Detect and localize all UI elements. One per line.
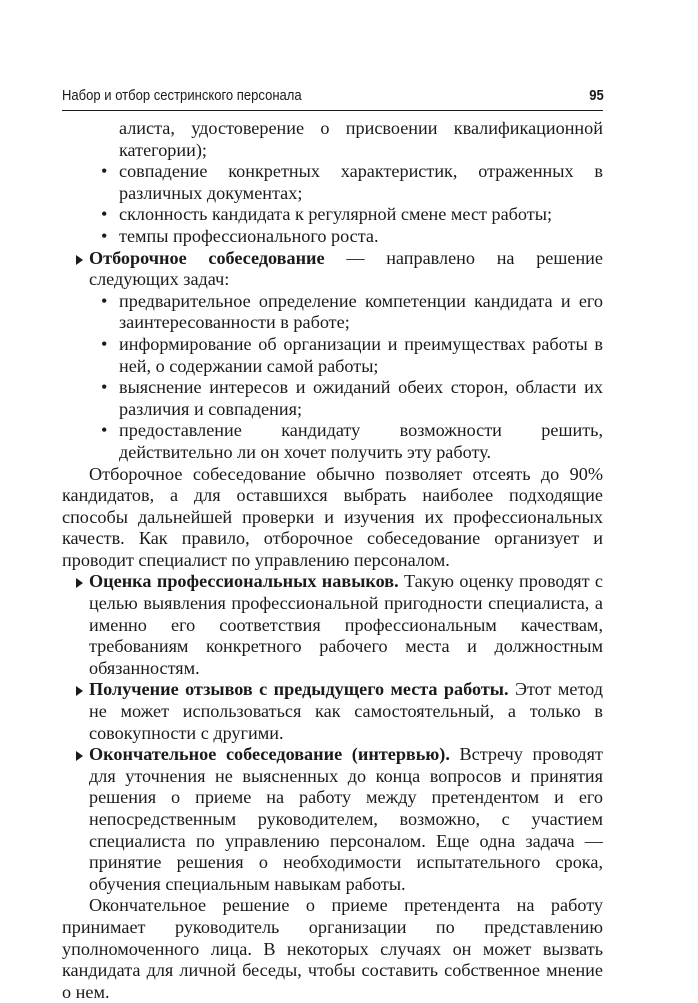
running-header <box>62 88 604 104</box>
arrow-item-final-interview <box>62 744 603 895</box>
bullet-item: • предоставление кандидату возможности решить, действительно ли он хочет получить эту работу. <box>62 420 603 463</box>
page-body <box>62 118 603 1003</box>
triangle-bullet-icon <box>76 578 83 588</box>
bullet-item: • предварительное определение компетенции кандидата и его заинтересованности в работе; <box>62 291 603 334</box>
term-bold: Отборочное собеседование <box>89 247 325 268</box>
term-bold: Оценка профессиональных навыков. <box>89 571 399 592</box>
bullet-item: • темпы профессионального роста. <box>62 226 603 248</box>
bullet-item: • выяснение интересов и ожиданий обеих сторон, области их различия и совпадения; <box>62 377 603 420</box>
term-text: Такую оценку проводят с целью выявления профессиональной пригодности специалиста, а именно его соответствия профессиональным качествам, требованиям конкретного рабочего места и должностным обязанностям. <box>89 571 603 678</box>
paragraph: Окончательное решение о приеме претендента на работу принимает руководитель организации по представлению уполномоченного лица. В некоторых случаях он может вызвать кандидата для личной беседы, чтобы составить собственное мнение о нем. <box>62 895 603 1002</box>
running-title: Набор и отбор сестринского персонала <box>62 88 302 104</box>
term-text: Встречу проводят для уточнения не выясненных до конца вопросов и принятия решения о приеме на работу между претендентом и его непосредственным руководителем, возможно, с участием специалиста по управлению персоналом. Еще одна задача — принятие решения о необходимости испытательного срока, обучения специальным навыкам работы. <box>89 744 603 894</box>
bullet-item: • информирование об организации и преимуществах работы в ней, о содержании самой работы; <box>62 334 603 377</box>
triangle-bullet-icon <box>76 686 83 696</box>
arrow-item-references <box>62 679 603 744</box>
header-rule <box>62 110 603 111</box>
arrow-item-skills <box>62 571 603 679</box>
bullet-item: • склонность кандидата к регулярной смене мест работы; <box>62 204 603 226</box>
term-text: — направлено на решение следующих задач: <box>89 247 603 290</box>
paragraph: Отборочное собеседование обычно позволяет отсеять до 90% кандидатов, а для оставшихся выбрать наиболее подходящие способы дальнейшей проверки и изучения их профессиональных качеств. Как правило, отборочное собеседование организует и проводит специалист по управлению персоналом. <box>62 463 603 570</box>
term-text: Этот метод не может использоваться как самостоятельный, а только в совокупности с другими. <box>89 679 603 743</box>
arrow-item-interview <box>62 248 603 291</box>
list-item-continuation: алиста, удостоверение о присвоении квалификационной категории); <box>119 118 603 160</box>
page-number: 95 <box>589 88 604 104</box>
triangle-bullet-icon <box>76 751 83 761</box>
term-bold: Окончательное собеседование (интервью). <box>89 744 450 765</box>
bullet-item: • совпадение конкретных характеристик, отраженных в различных документах; <box>62 161 603 204</box>
term-bold: Получение отзывов с предыдущего места работы. <box>89 679 509 700</box>
triangle-bullet-icon <box>76 255 83 265</box>
